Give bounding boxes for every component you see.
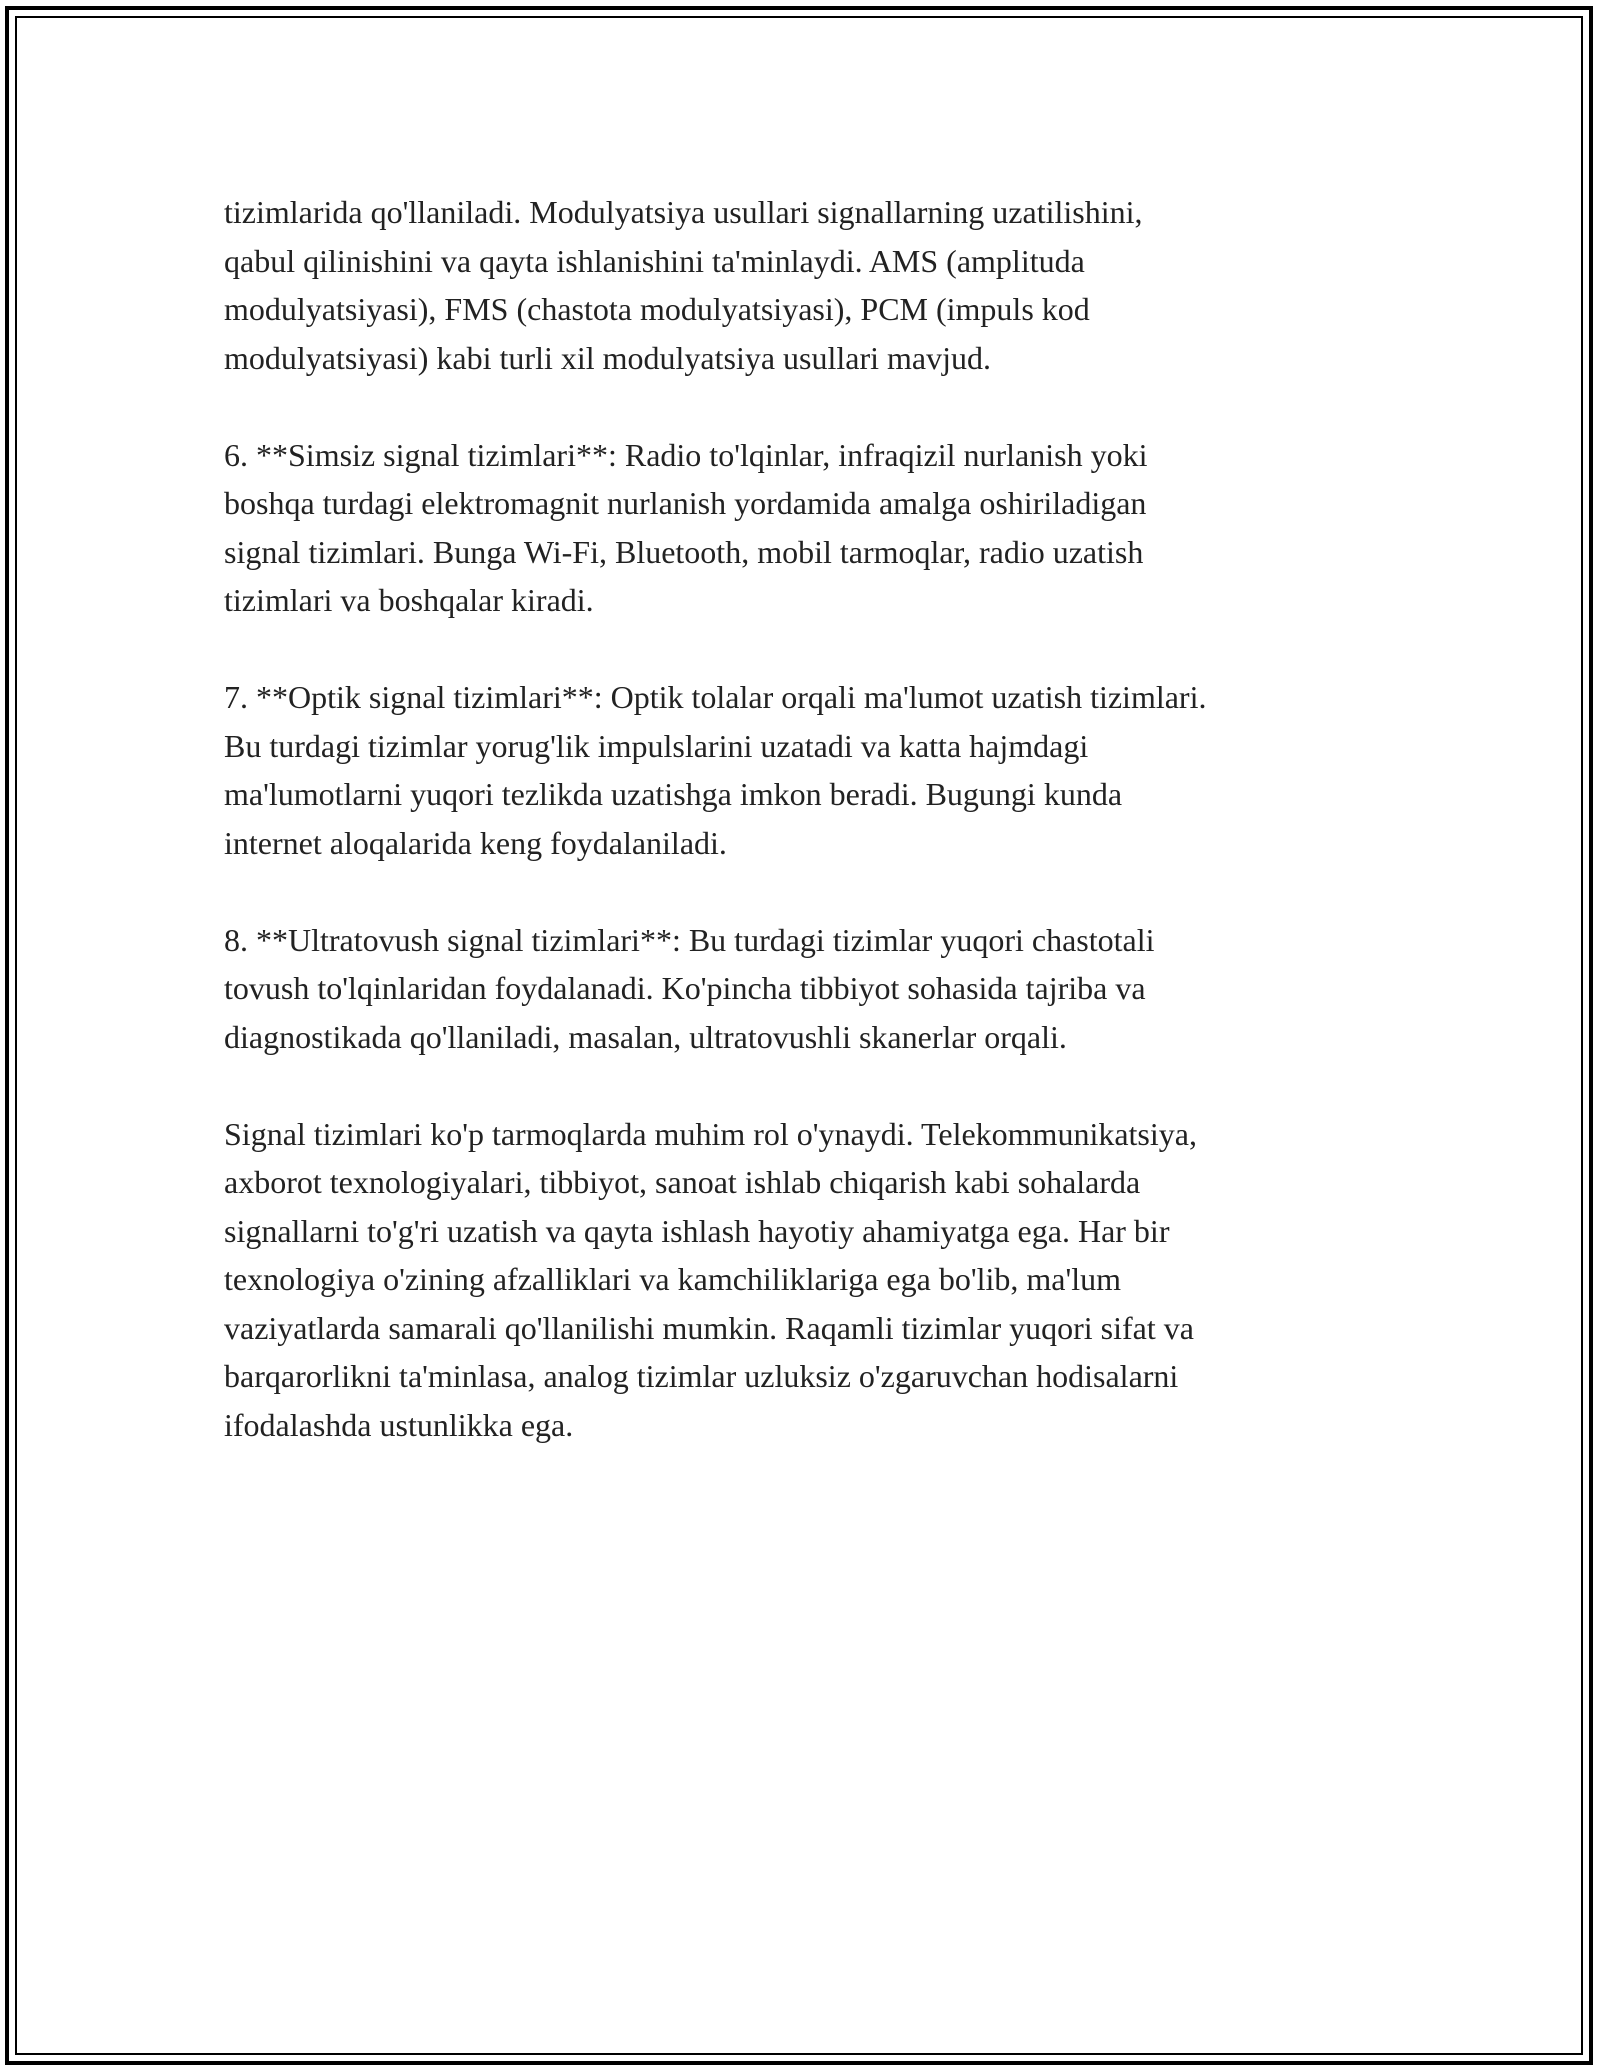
- text-line: ifodalashda ustunlikka ega.: [224, 1406, 574, 1443]
- paragraph-ultrasound-signal-systems: [224, 916, 1374, 1062]
- text-line: modulyatsiyasi), FMS (chastota modulyatsiyasi), PCM (impuls kod: [224, 291, 1090, 327]
- text-line: barqarorlikni ta'minlasa, analog tizimlar uzluksiz o'zgaruvchan hodisalarni: [224, 1358, 1179, 1394]
- text-line: signallarni to'g'ri uzatish va qayta ishlash hayotiy ahamiyatga ega. Har bir: [224, 1212, 1170, 1249]
- text-line: internet aloqalarida keng foydalaniladi.: [224, 824, 727, 861]
- text-line: tovush to'lqinlaridan foydalanadi. Ko'pincha tibbiyot sohasida tajriba va: [224, 970, 1146, 1006]
- paragraph-wireless-signal-systems: [224, 431, 1374, 625]
- text-line: 6. **Simsiz signal tizimlari**: Radio to'lqinlar, infraqizil nurlanish yoki: [224, 436, 1148, 473]
- text-line: modulyatsiyasi) kabi turli xil modulyatsiya usullari mavjud.: [224, 339, 992, 376]
- text-line: qabul qilinishini va qayta ishlanishini ta'minlaydi. AMS (amplituda: [224, 242, 1085, 279]
- text-line: 7. **Optik signal tizimlari**: Optik tolalar orqali ma'lumot uzatish tizimlari.: [224, 679, 1207, 715]
- text-line: axborot texnologiyalari, tibbiyot, sanoat ishlab chiqarish kabi sohalarda: [224, 1164, 1141, 1200]
- text-line: Signal tizimlari ko'p tarmoqlarda muhim rol o'ynaydi. Telekommunikatsiya,: [224, 1115, 1197, 1152]
- text-line: ma'lumotlarni yuqori tezlikda uzatishga imkon beradi. Bugungi kunda: [224, 776, 1123, 812]
- text-line: tizimlarida qo'llaniladi. Modulyatsiya usullari signallarning uzatilishini,: [224, 194, 1143, 230]
- text-line: signal tizimlari. Bunga Wi-Fi, Bluetooth, mobil tarmoqlar, radio uzatish: [224, 533, 1144, 570]
- text-line: 8. **Ultratovush signal tizimlari**: Bu turdagi tizimlar yuqori chastotali: [224, 921, 1155, 958]
- document-body: [224, 188, 1374, 1498]
- text-line: vaziyatlarda samarali qo'llanilishi mumkin. Raqamli tizimlar yuqori sifat va: [224, 1309, 1194, 1346]
- paragraph-optical-signal-systems: [224, 673, 1374, 867]
- text-line: boshqa turdagi elektromagnit nurlanish yordamida amalga oshiriladigan: [224, 485, 1147, 521]
- text-line: tizimlari va boshqalar kiradi.: [224, 582, 594, 618]
- text-line: Bu turdagi tizimlar yorug'lik impulslarini uzatadi va katta hajmdagi: [224, 727, 1089, 764]
- paragraph-conclusion: [224, 1110, 1374, 1450]
- paragraph-modulation-continued: [224, 188, 1374, 382]
- text-line: texnologiya o'zining afzalliklari va kamchiliklariga ega bo'lib, ma'lum: [224, 1261, 1122, 1297]
- text-line: diagnostikada qo'llaniladi, masalan, ultratovushli skanerlar orqali.: [224, 1018, 1067, 1055]
